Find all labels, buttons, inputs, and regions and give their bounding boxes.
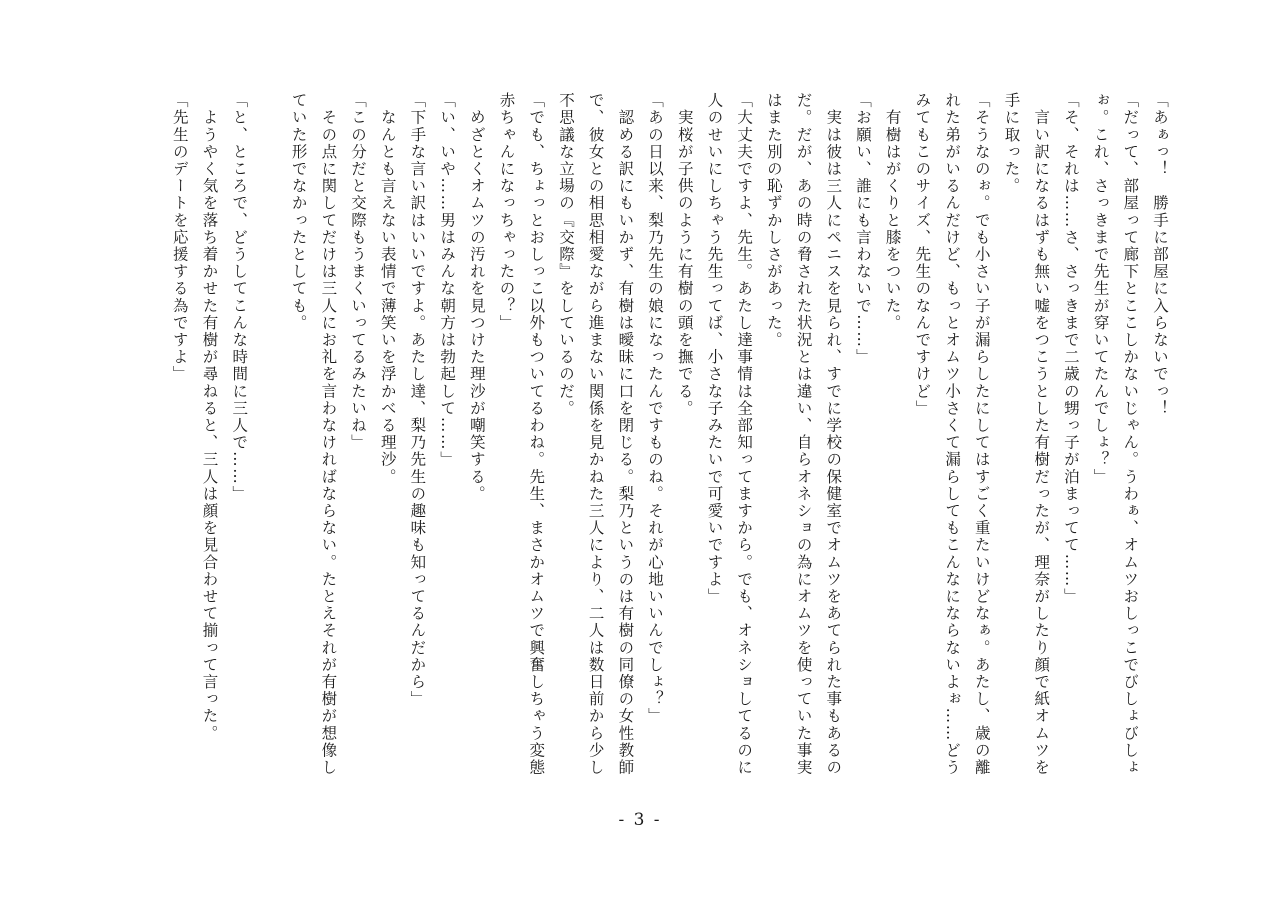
- text-line: 有樹はがくりと膝をついた。: [883, 92, 902, 332]
- text-line: 「い、いや……男はみんな朝方は勃起して……」: [438, 92, 457, 469]
- text-line: 「そ、それは……さ、さっきまで二歳の甥っ子が泊まってて……」: [1061, 92, 1080, 605]
- text-line: めざとくオムツの汚れを見つけた理沙が嘲笑する。: [467, 92, 486, 503]
- text-line: だ。だが、あの時の脅された状況とは違い、自らオネショの為にオムツを使っていた事実: [794, 92, 813, 776]
- text-line: 手に取った。: [1002, 92, 1021, 195]
- text-line: 「あぁっ！ 勝手に部屋に入らないでっ！: [1151, 92, 1169, 417]
- text-line: 「だって、部屋って廊下とここしかないじゃん。うわぁ、オムツおしっこでびしょびしょ: [1121, 92, 1140, 776]
- text-line: 実桜が子供のように有樹の頭を撫でる。: [675, 92, 694, 417]
- text-line: 不思議な立場の『交際』をしているのだ。: [556, 92, 575, 417]
- text-line: ようやく気を落ち着かせた有樹が尋ねると、三人は顔を見合わせて揃って言った。: [200, 92, 219, 742]
- text-line: ていた形でなかったとしても。: [289, 92, 308, 332]
- text-line: れた弟がいるんだけど、もっとオムツ小さくて漏らしてもこんなにならないよぉ……どう: [943, 92, 962, 776]
- page-number: - 3 -: [618, 810, 662, 830]
- text-line: 認める訳にもいかず、有樹は曖昧に口を閉じる。梨乃というのは有樹の同僚の女性教師: [616, 92, 635, 776]
- text-line: 人のせいにしちゃう先生ってば、小さな子みたいで可愛いですよ」: [705, 92, 724, 605]
- blank-line: [253, 92, 283, 812]
- text-line: なんとも言えない表情で薄笑いを浮かべる理沙。: [378, 92, 397, 486]
- text-line: 言い訳になるはずも無い嘘をつこうとした有樹だったが、理奈がしたり顔で紙オムツを: [1032, 92, 1051, 776]
- text-line: その点に関してだけは三人にお礼を言わなければならない。たとえそれが有樹が想像し: [319, 92, 338, 776]
- text-line: 「あの日以来、梨乃先生の娘になったんですものね。それが心地いいんでしょ？」: [646, 92, 665, 725]
- text-line: 「下手な言い訳はいいですよ。あたし達、梨乃先生の趣味も知ってるんだから」: [408, 92, 427, 708]
- text-line: 「大丈夫ですよ、先生。あたし達事情は全部知ってますから。でも、オネショしてるのに: [735, 92, 754, 776]
- vertical-text-body: [108, 92, 1174, 812]
- text-line: 実は彼は三人にペニスを見られ、すでに学校の保健室でオムツをあてられた事もあるの: [824, 92, 843, 776]
- text-line: 「この分だと交際もうまくいってるみたいね」: [349, 92, 368, 452]
- text-line: はまた別の恥ずかしさがあった。: [764, 92, 783, 349]
- text-line: 「お願い、誰にも言わないで……」: [853, 92, 872, 366]
- text-line: 「でも、ちょっとおしっこ以外もついてるわね。先生、まさかオムツで興奮しちゃう変態: [527, 92, 546, 776]
- text-line: 「そうなのぉ。でも小さい子が漏らしたにしてはすごく重たいけどなぁ。あたし、歳の離: [972, 92, 991, 776]
- text-line: ぉ。これ、さっきまで先生が穿いてたんでしょ？」: [1091, 92, 1110, 486]
- text-line: 「と、ところで、どうしてこんな時間に三人で……」: [230, 92, 249, 503]
- text-line: みてもこのサイズ、先生のなんですけど」: [913, 92, 932, 417]
- text-line: 赤ちゃんになっちゃったの？」: [497, 92, 516, 332]
- text-line: で、彼女との相思相愛ながら進まない関係を見かねた三人により、二人は数日前から少し: [586, 92, 605, 776]
- text-line: 「先生のデートを応援する為ですよ」: [170, 92, 189, 383]
